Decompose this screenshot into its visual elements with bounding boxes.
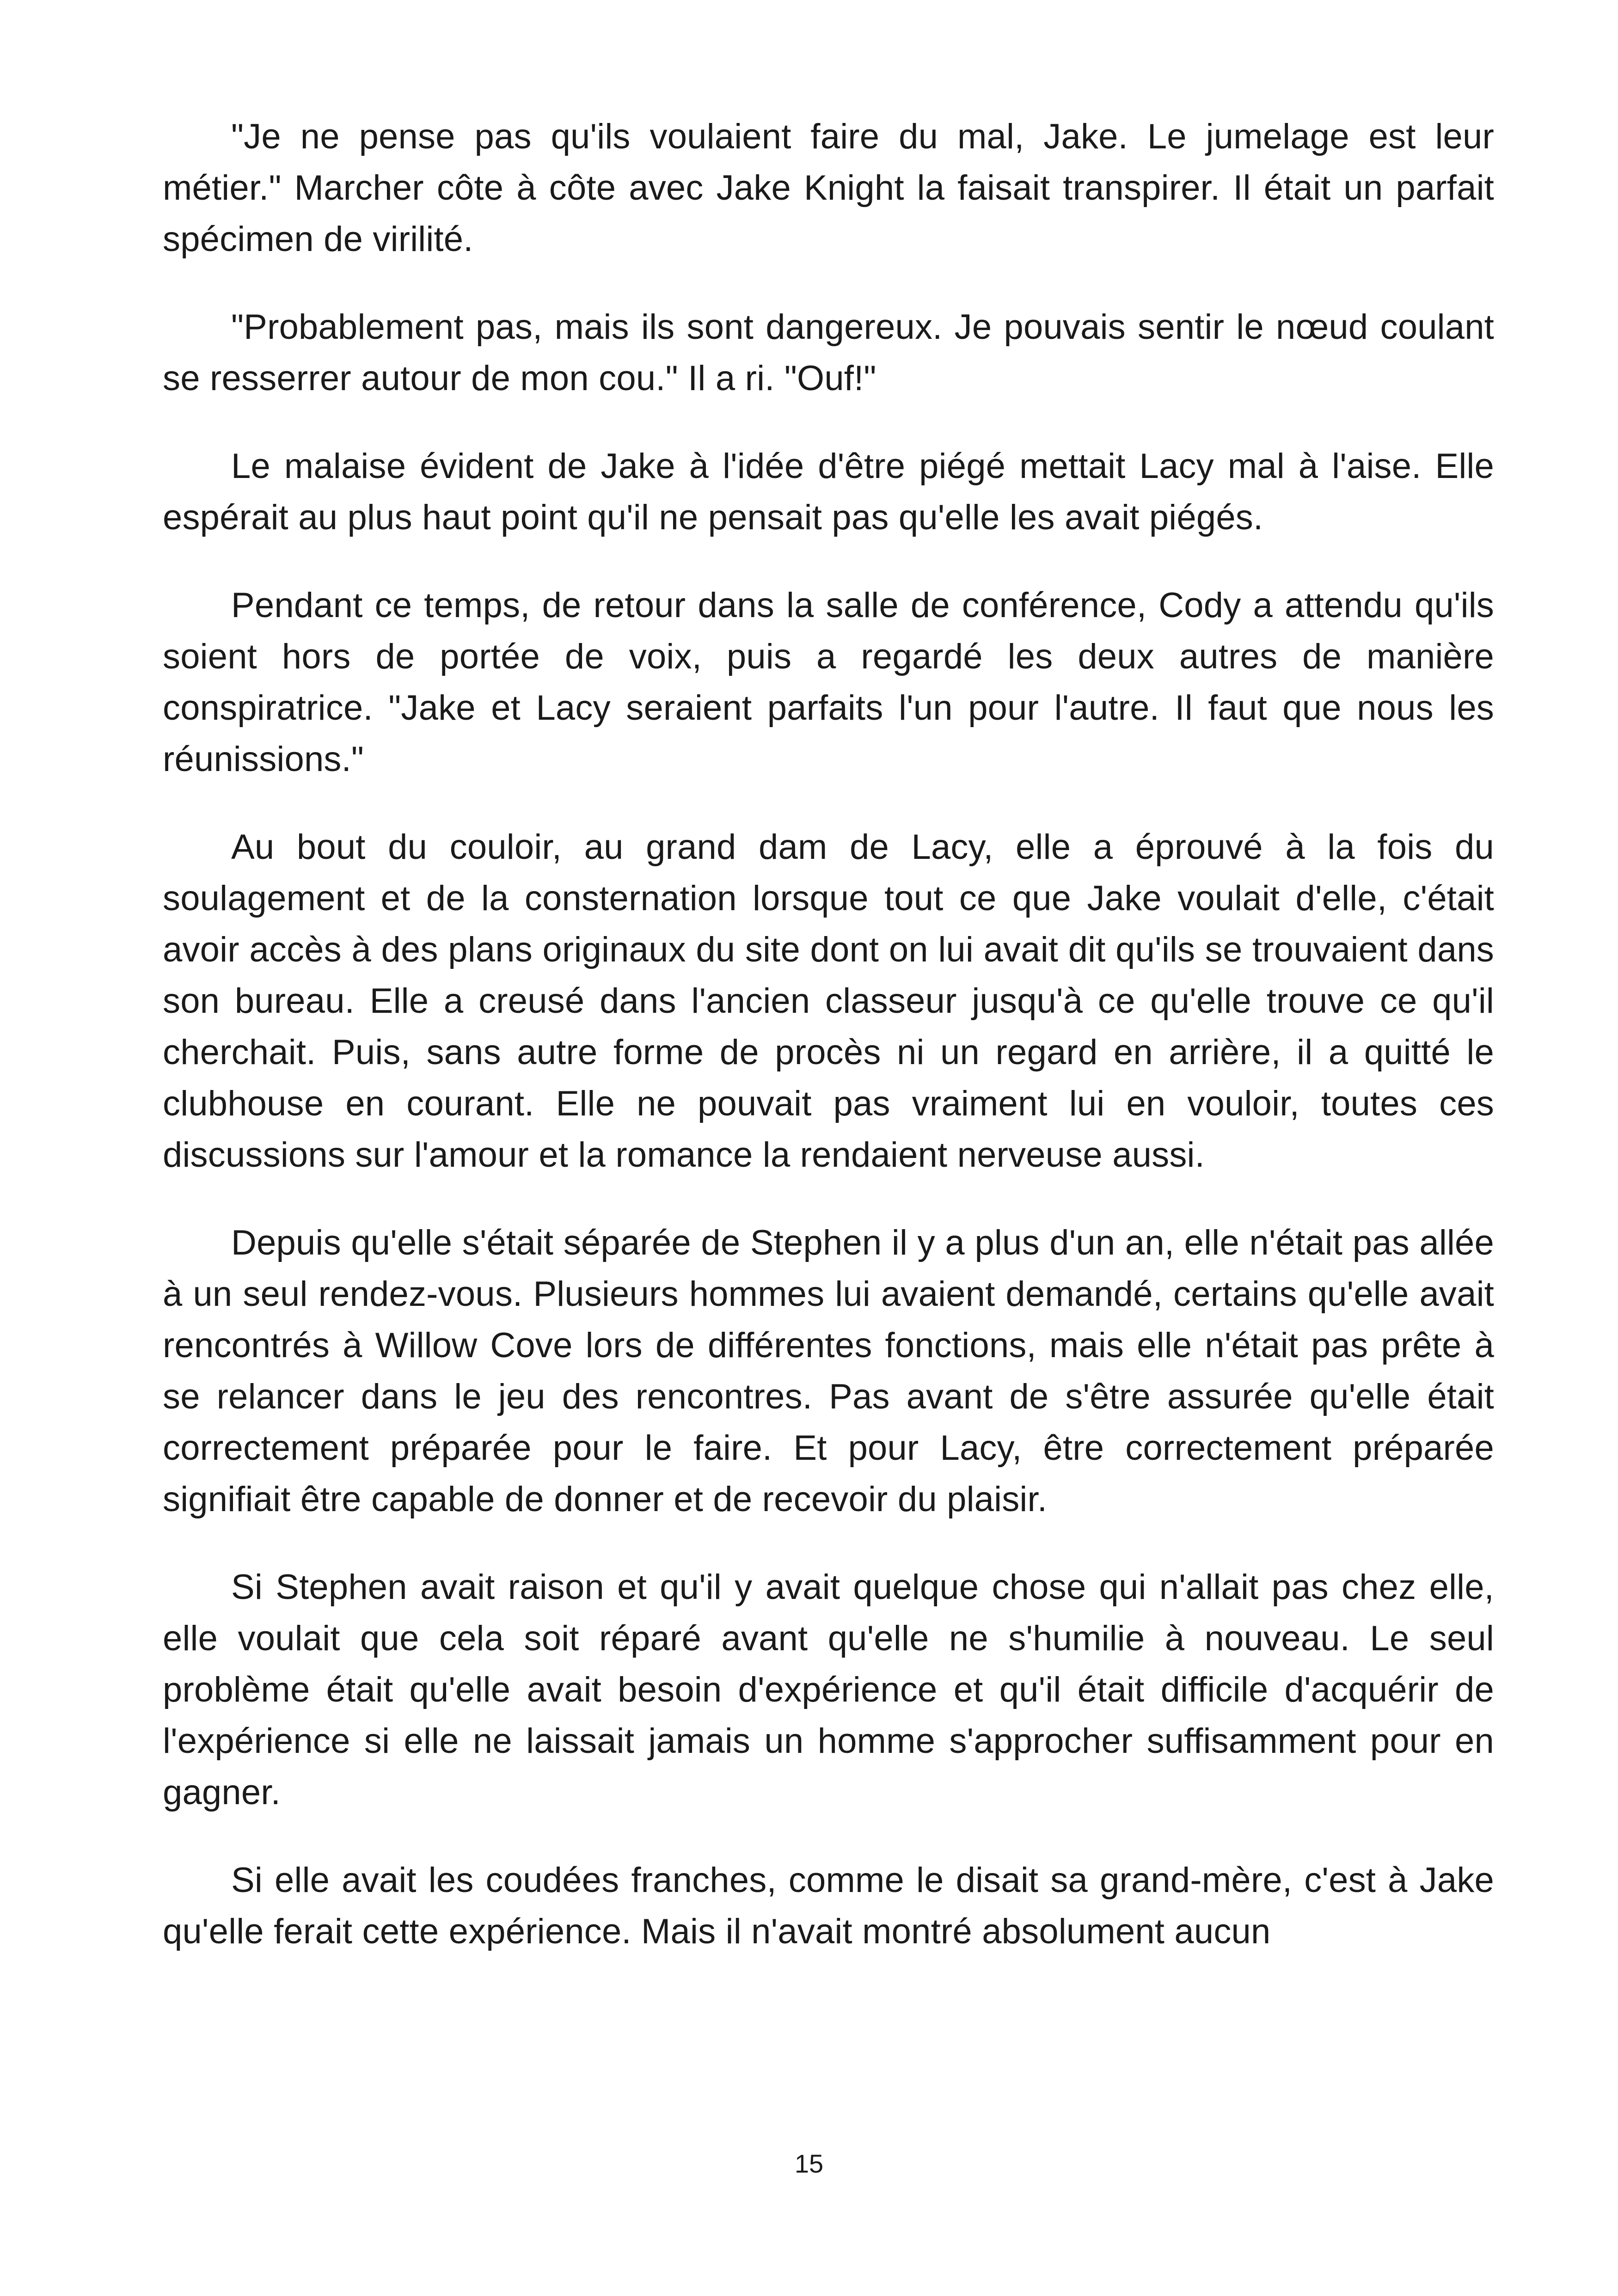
paragraph-4: Pendant ce temps, de retour dans la salle de conférence, Cody a attendu qu'ils soient hors de portée de voix, puis a regardé les deux autres de manière conspiratrice. "Jake et Lacy seraient parfaits l'un pour l'autre. Il faut que nous les réunissions." <box>163 586 1494 779</box>
page-number: 15 <box>794 2149 824 2178</box>
paragraph-3: Le malaise évident de Jake à l'idée d'être piégé mettait Lacy mal à l'aise. Elle espérait au plus haut point qu'il ne pensait pas qu'elle les avait piégés. <box>163 447 1494 537</box>
paragraph-6: Depuis qu'elle s'était séparée de Stephen il y a plus d'un an, elle n'était pas allée à un seul rendez-vous. Plusieurs hommes lui avaient demandé, certains qu'elle avait rencontrés à Willow Cove lors de différentes fonctions, mais elle n'était pas prête à se relancer dans le jeu des rencontres. Pas avant de s'être assurée qu'elle était correctement préparée pour le faire. Et pour Lacy, être correctement préparée signifiait être capable de donner et de recevoir du plaisir. <box>163 1223 1494 1519</box>
page-body <box>163 111 1494 1957</box>
paragraph-1: "Je ne pense pas qu'ils voulaient faire du mal, Jake. Le jumelage est leur métier." Marcher côte à côte avec Jake Knight la faisait transpirer. Il était un parfait spécimen de virilité. <box>163 117 1494 259</box>
paragraph-8: Si elle avait les coudées franches, comme le disait sa grand-mère, c'est à Jake qu'elle ferait cette expérience. Mais il n'avait montré absolument aucun <box>163 1861 1494 1951</box>
paragraph-2: "Probablement pas, mais ils sont dangereux. Je pouvais sentir le nœud coulant se resserrer autour de mon cou." Il a ri. "Ouf!" <box>163 307 1494 398</box>
paragraph-5: Au bout du couloir, au grand dam de Lacy, elle a éprouvé à la fois du soulagement et de la consternation lorsque tout ce que Jake voulait d'elle, c'était avoir accès à des plans originaux du site dont on lui avait dit qu'ils se trouvaient dans son bureau. Elle a creusé dans l'ancien classeur jusqu'à ce qu'elle trouve ce qu'il cherchait. Puis, sans autre forme de procès ni un regard en arrière, il a quitté le clubhouse en courant. Elle ne pouvait pas vraiment lui en vouloir, toutes ces discussions sur l'amour et la romance la rendaient nerveuse aussi. <box>163 827 1494 1175</box>
paragraph-7: Si Stephen avait raison et qu'il y avait quelque chose qui n'allait pas chez elle, elle voulait que cela soit réparé avant qu'elle ne s'humilie à nouveau. Le seul problème était qu'elle avait besoin d'expérience et qu'il était difficile d'acquérir de l'expérience si elle ne laissait jamais un homme s'approcher suffisamment pour en gagner. <box>163 1567 1494 1812</box>
